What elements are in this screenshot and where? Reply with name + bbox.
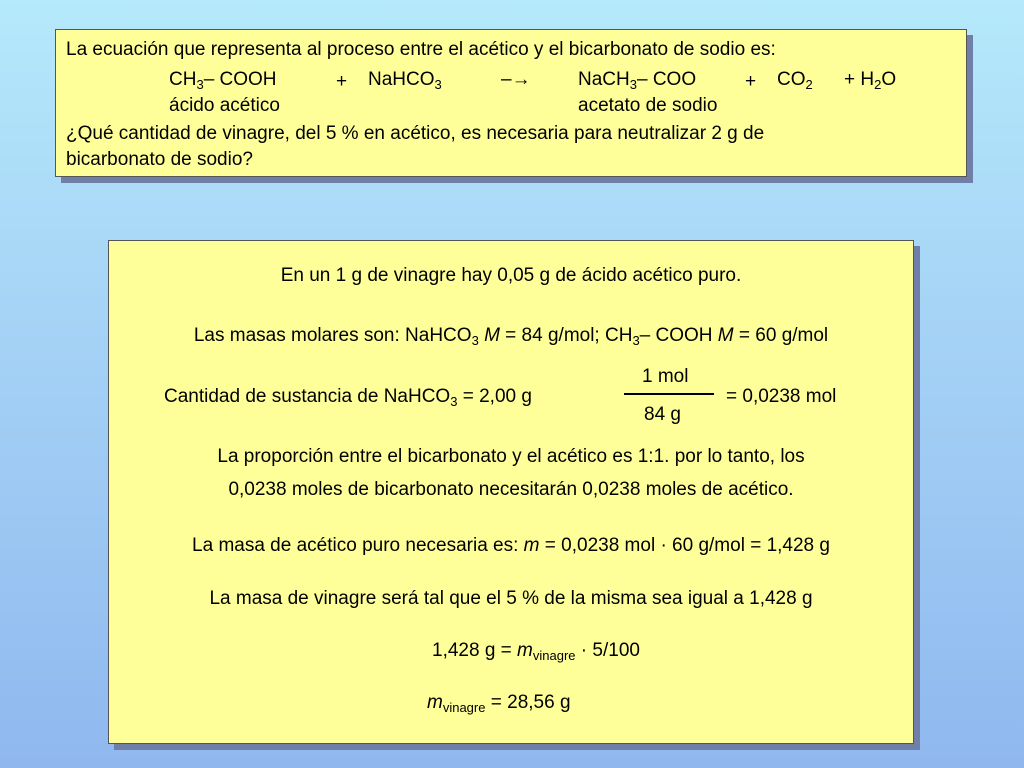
problem-intro: La ecuación que representa al proceso entre el acético y el bicarbonato de sodio es: [66,39,776,60]
amount-result: = 0,0238 mol [726,386,837,407]
eq-product-acetate: NaCH$_3$– COO [578,69,697,92]
eq-plus-1: + [336,71,348,92]
solution-box [108,240,914,744]
fraction-numerator: 1 mol [642,366,689,387]
question-line-2: bicarbonato de sodio? [66,149,253,170]
vinegar-equation-1: 1,428 $g = m_{vinagre} \cdot 5/100$ [432,640,640,663]
name-acetic-acid: ácido acético [169,95,280,116]
eq-arrow: –→ [501,69,531,90]
eq-reactant-acetic: $CH_3-$ COOH [169,69,277,92]
eq-plus-2: + [745,71,757,92]
proportion-line-1: La proporción entre el bicarbonato y el acético es 1:1. por lo tanto, los [217,446,805,467]
problem-box [55,29,967,177]
vinegar-result: $m_{vinagre} = 28,56$ g [427,692,571,715]
fraction-denominator: 84 g [644,404,681,425]
fraction-bar [624,393,714,395]
proportion-line-2: 0,0238 moles de bicarbonato necesitarán 0,0238 moles de acético. [228,479,794,500]
eq-reactant-bicarbonate: NaHCO$_3$ [368,69,442,92]
molar-masses-line: Las masas molares son: NaHCO$_3$ M = 84 g/mol; $CH_3-$ COOH M = 60 g/mol [193,325,829,348]
eq-product-water: + $H_2O$ [844,69,897,92]
pure-mass-line: La masa de acético puro necesaria es: m = 0,0238 mol · 60 g/mol = 1,428 g [192,535,830,556]
name-sodium-acetate: acetato de sodio [578,95,718,116]
vinegar-mass-line: La masa de vinagre será tal que el 5 % de la misma sea igual a 1,428 g [209,588,813,609]
solution-line-1: En un 1 g de vinagre hay 0,05 g de ácido acético puro. [280,265,742,286]
amount-line-label: Cantidad de sustancia de NaHCO$_3$ = 2,00 g [164,386,532,409]
question-line-1: ¿Qué cantidad de vinagre, del 5 % en acético, es necesaria para neutralizar 2 g de [66,123,765,144]
eq-product-co2: $CO_2$ [777,69,813,92]
